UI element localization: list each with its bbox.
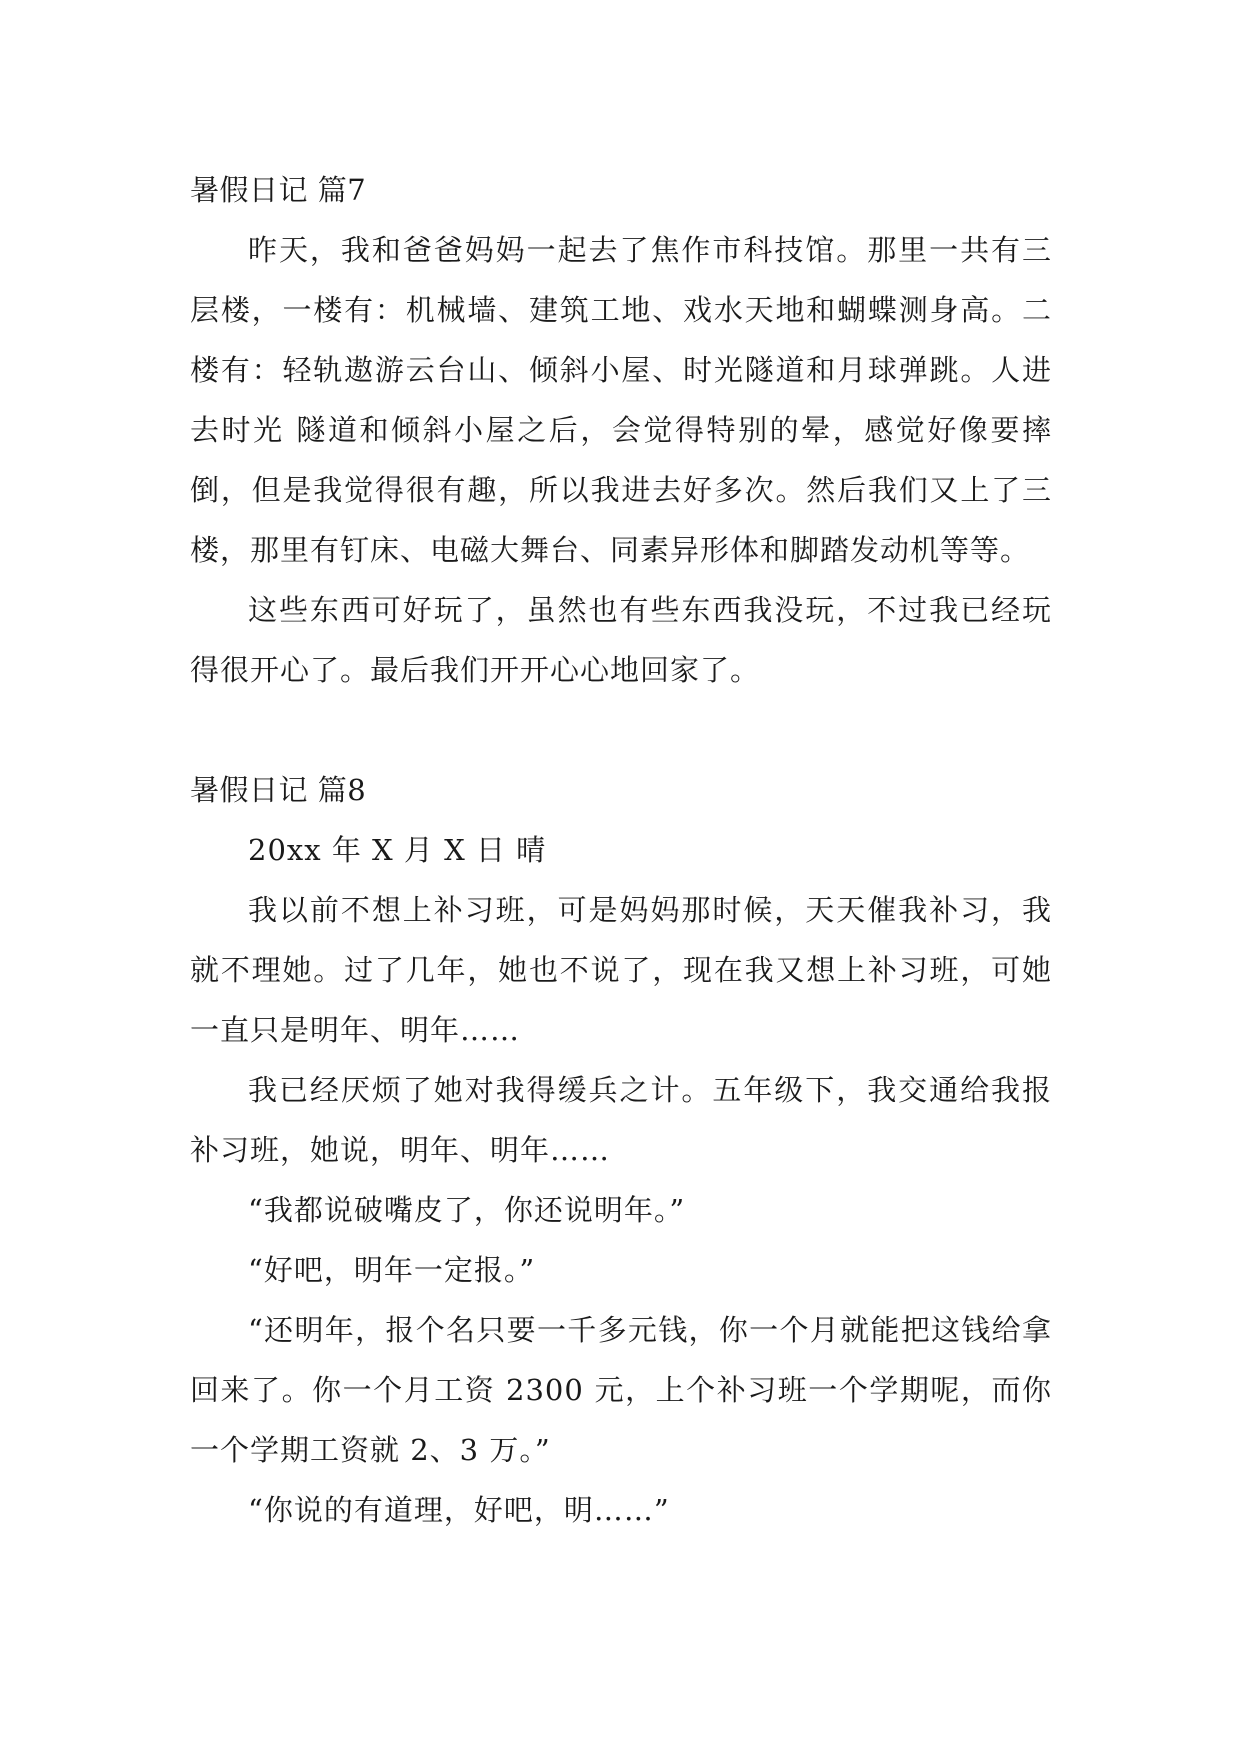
diary-entry-7: [190, 160, 1052, 700]
document-body: [190, 160, 1052, 1540]
entry-dialogue: “还明年，报个名只要一千多元钱，你一个月就能把这钱给拿回来了。你一个月工资 2300 元，上个补习班一个学期呢，而你一个学期工资就 2、3 万。”: [190, 1313, 1052, 1467]
entry-paragraph: 我以前不想上补习班，可是妈妈那时候，天天催我补习，我就不理她。过了几年，她也不说了，现在我又想上补习班，可她一直只是明年、明年……: [190, 893, 1052, 1047]
entry-dialogue: “好吧，明年一定报。”: [248, 1253, 536, 1287]
entry-paragraph: 这些东西可好玩了，虽然也有些东西我没玩，不过我已经玩得很开心了。最后我们开开心心地回家了。: [190, 593, 1052, 687]
entry-date-line: 20xx 年 X 月 X 日 晴: [248, 833, 547, 867]
entry-paragraph: 我已经厌烦了她对我得缓兵之计。五年级下，我交通给我报补习班，她说，明年、明年……: [190, 1073, 1052, 1167]
diary-entry-8: [190, 760, 1052, 1540]
section-spacer: [190, 700, 1052, 760]
entry-paragraph: 昨天，我和爸爸妈妈一起去了焦作市科技馆。那里一共有三层楼，一楼有：机械墙、建筑工地、戏水天地和蝴蝶测身高。二楼有：轻轨遨游云台山、倾斜小屋、时光隧道和月球弹跳。人进去时光 隧道和倾斜小屋之后，会觉得特别的晕，感觉好像要摔倒，但是我觉得很有趣，所以我进去好多次。然后我们又上了三楼，那里有钉床、电磁大舞台、同素异形体和脚踏发动机等等。: [190, 233, 1052, 567]
entry-dialogue: “我都说破嘴皮了，你还说明年。”: [248, 1193, 686, 1227]
entry-dialogue: “你说的有道理，好吧，明……”: [248, 1493, 670, 1527]
entry-title: 暑假日记 篇7: [190, 173, 367, 207]
entry-title: 暑假日记 篇8: [190, 773, 367, 807]
